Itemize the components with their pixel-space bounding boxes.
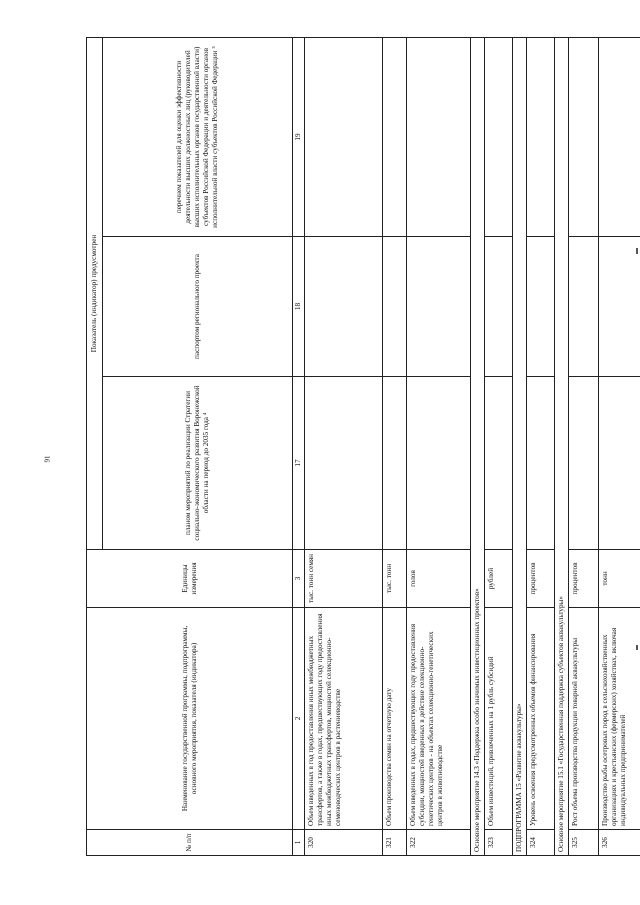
- row-cell: [383, 37, 407, 236]
- row-cell: [305, 237, 383, 377]
- table-row: [599, 37, 640, 855]
- row-cell: [569, 37, 599, 236]
- row-num: 323: [485, 830, 513, 856]
- table-row: [305, 37, 383, 855]
- table-row: [527, 37, 555, 855]
- column-number-row: [293, 37, 305, 855]
- row-unit: тыс. тонн: [383, 550, 407, 608]
- row-unit: процентов: [569, 550, 599, 608]
- row-name: Объем введенных в год предоставления иных межбюджетных трансфертов, а также в годах, предшествующих году предоставления иных межбюджетных трансфертов, мощностей селекционно-семеноводческих центров в растениеводстве: [305, 608, 383, 830]
- table-row: [485, 37, 513, 855]
- row-name: Объем введенных в годах, предшествующих году предоставления субсидии, мощностей введенных в действие селекционно-генетических центров - на объектах селекционно-генетических центров в животноводстве: [407, 608, 471, 830]
- row-cell: [569, 237, 599, 377]
- table-row: [407, 37, 471, 855]
- row-cell: [599, 37, 640, 236]
- row-cell: [485, 37, 513, 236]
- rotated-page: [86, 38, 640, 856]
- scan-mark: [636, 645, 638, 650]
- row-num: 324: [527, 830, 555, 856]
- row-cell: [527, 237, 555, 377]
- scan-mark: [636, 248, 638, 254]
- row-num: 326: [599, 830, 640, 856]
- row-num: 321: [383, 830, 407, 856]
- col-number: 1: [293, 830, 305, 856]
- section-title: Основное мероприятие 15.1 «Государственная поддержка субъектов аквакультуры»: [555, 37, 569, 855]
- row-cell: [485, 237, 513, 377]
- col-number: 18: [293, 237, 305, 377]
- header-col-18: паспортом регионального проекта: [103, 237, 293, 377]
- indicator-table: [86, 37, 640, 856]
- row-cell: [407, 237, 471, 377]
- col-number: 17: [293, 377, 305, 550]
- table-row: [569, 37, 599, 855]
- row-cell: [407, 37, 471, 236]
- row-num: 325: [569, 830, 599, 856]
- header-name: Наименование государственной программы, подпрограммы, основного мероприятия, показателя (индикатора): [87, 608, 293, 830]
- row-unit: тыс. тонн семян: [305, 550, 383, 608]
- row-num: 320: [305, 830, 383, 856]
- row-unit: тонн: [599, 550, 640, 608]
- row-cell: [383, 377, 407, 550]
- section-row: [513, 37, 527, 855]
- row-name: Объем производства семян на отчетную дату: [383, 608, 407, 830]
- row-cell: [407, 377, 471, 550]
- row-name: Рост объема производства продукции товарной аквакультуры: [569, 608, 599, 830]
- row-cell: [383, 237, 407, 377]
- row-cell: [485, 377, 513, 550]
- section-title: Основное мероприятие 14.3 «Поддержка особо значимых инвестиционных проектов»: [471, 37, 485, 855]
- row-cell: [569, 377, 599, 550]
- header-group: Показатель (индикатор) предусмотрен: [87, 37, 103, 549]
- row-unit: процентов: [527, 550, 555, 608]
- row-name: Уровень освоения предусмотренных объемов финансирования: [527, 608, 555, 830]
- page-number: 91: [43, 455, 52, 463]
- row-unit: рублей: [485, 550, 513, 608]
- section-row: [555, 37, 569, 855]
- col-number: 19: [293, 37, 305, 236]
- header-col-19: перечнем показателей для оценки эффективности деятельности высших должностных лиц (руководителей высших исполнительных органов государственной власти) субъектов Российской Федерации и деятельности органов исполнительной власти субъектов Российской Федерации ⁵: [103, 37, 293, 236]
- row-cell: [527, 377, 555, 550]
- row-name: Производство рыбы осетровых пород в сельскохозяйственных организациях и крестьянских (фермерских) хозяйствах, включая индивидуальных предпринимателей: [599, 608, 640, 830]
- row-cell: [305, 37, 383, 236]
- row-cell: [599, 377, 640, 550]
- section-row: [471, 37, 485, 855]
- header-col-17: планом мероприятий по реализации Стратегии социально-экономического развития Воронежской области на период до 2035 года ⁴: [103, 377, 293, 550]
- row-cell: [305, 377, 383, 550]
- row-cell: [599, 237, 640, 377]
- section-title: ПОДПРОГРАММА 15 «Развитие аквакультуры»: [513, 37, 527, 855]
- col-number: 3: [293, 550, 305, 608]
- row-name: Объем инвестиций, привлеченных на 1 рубль субсидий: [485, 608, 513, 830]
- row-num: 322: [407, 830, 471, 856]
- row-unit: голов: [407, 550, 471, 608]
- row-cell: [527, 37, 555, 236]
- header-unit: Единицы измерения: [87, 550, 293, 608]
- table-row: [383, 37, 407, 855]
- col-number: 2: [293, 608, 305, 830]
- header-num: № п/п: [87, 830, 293, 856]
